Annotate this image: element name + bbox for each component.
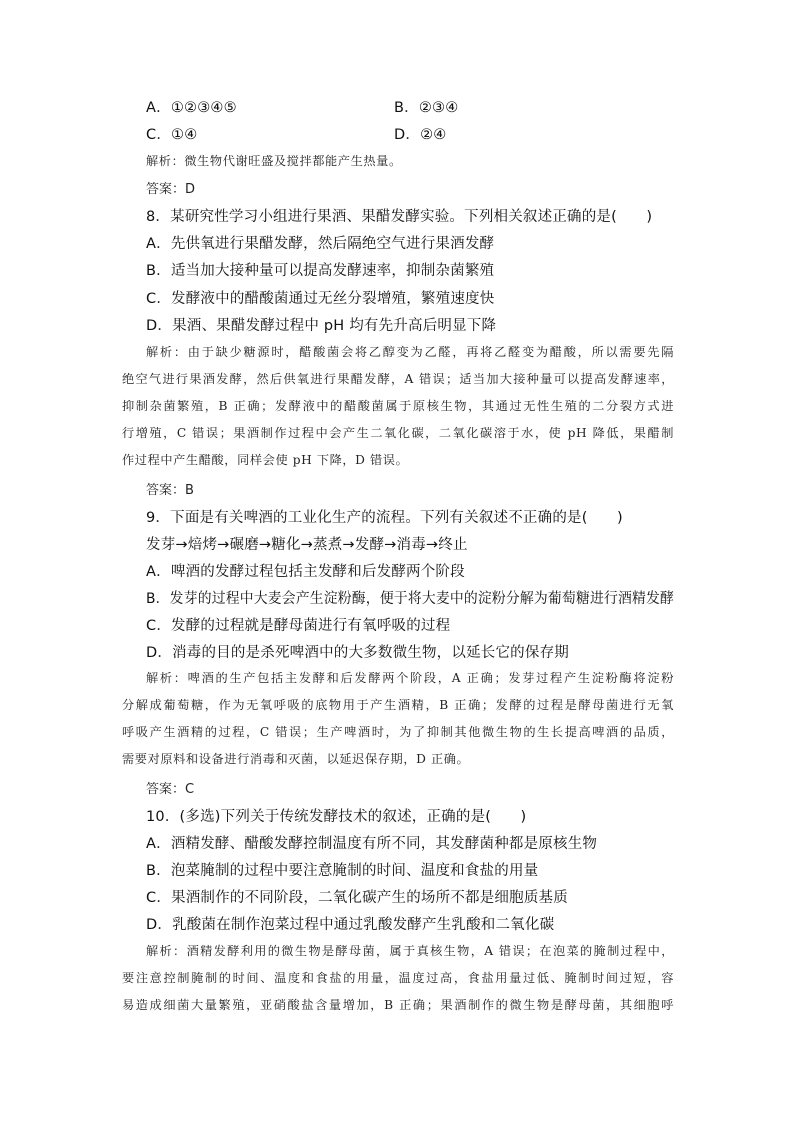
q7-option-d: D．②④ [394, 127, 447, 143]
q9-answer: 答案：C [146, 782, 195, 797]
q10-explanation-line: 易造成细菌大量繁殖，亚硝酸盐含量增加，B 正确；果酒制作的微生物是酵母菌，其细胞呼 [122, 998, 674, 1012]
q9-option-a: A．啤酒的发酵过程包括主发酵和后发酵两个阶段 [146, 564, 465, 580]
q10-stem: 10．(多选)下列关于传统发酵技术的叙述，正确的是( ) [146, 809, 527, 825]
q10-option-d: D．乳酸菌在制作泡菜过程中通过乳酸发酵产生乳酸和二氧化碳 [146, 917, 555, 933]
q9-explanation-line: 解析：啤酒的生产包括主发酵和后发酵两个阶段，A 正确；发芽过程产生淀粉酶将淀粉 [146, 671, 674, 685]
q9-explanation-line: 分解成葡萄糖，作为无氧呼吸的底物用于产生酒精，B 正确；发酵的过程是酵母菌进行无氧 [122, 698, 674, 712]
q10-option-a: A．酒精发酵、醋酸发酵控制温度有所不同，其发酵菌种都是原核生物 [146, 836, 598, 852]
q8-option-b: B．适当加大接种量可以提高发酵速率，抑制杂菌繁殖 [146, 263, 495, 279]
q8-option-c: C．发酵液中的醋酸菌通过无丝分裂增殖，繁殖速度快 [146, 291, 495, 307]
q10-option-b: B．泡菜腌制的过程中要注意腌制的时间、温度和食盐的用量 [146, 863, 539, 879]
q9-flow: 发芽→焙烤→碾磨→糖化→蒸煮→发酵→消毒→终止 [146, 537, 468, 553]
q8-option-d: D．果酒、果醋发酵过程中 pH 均有先升高后明显下降 [146, 318, 497, 334]
q8-explanation-line: 抑制杂菌繁殖，B 正确；发酵液中的醋酸菌属于原核生物，其通过无性生殖的二分裂方式进 [122, 399, 674, 413]
q8-explanation-line: 作过程中产生醋酸，同样会使 pH 下降，D 错误。 [122, 453, 409, 467]
q9-explanation-line: 需要对原料和设备进行消毒和灭菌，以延迟保存期，D 正确。 [122, 752, 470, 766]
q7-option-b: B．②③④ [394, 100, 459, 116]
q9-option-d: D．消毒的目的是杀死啤酒中的大多数微生物，以延长它的保存期 [146, 645, 569, 661]
q8-option-a: A．先供氧进行果醋发酵，然后隔绝空气进行果酒发酵 [146, 236, 495, 252]
q8-explanation-line: 解析：由于缺少糖源时，醋酸菌会将乙醇变为乙醛，再将乙醛变为醋酸，所以需要先隔 [146, 345, 674, 359]
q7-explanation: 解析：微生物代谢旺盛及搅拌都能产生热量。 [146, 154, 402, 168]
q9-explanation-line: 呼吸产生酒精的过程，C 错误；生产啤酒时，为了抑制其他微生物的生长提高啤酒的品质， [122, 725, 674, 739]
q8-answer: 答案：B [146, 483, 194, 498]
q9-stem: 9．下面是有关啤酒的工业化生产的流程。下列有关叙述不正确的是( ) [146, 510, 623, 526]
q10-option-c: C．果酒制作的不同阶段，二氧化碳产生的场所不都是细胞质基质 [146, 890, 568, 906]
q10-explanation-line: 解析：酒精发酵利用的微生物是酵母菌，属于真核生物，A 错误；在泡菜的腌制过程中， [146, 944, 674, 958]
q7-option-c: C．①④ [146, 127, 198, 143]
q8-explanation-line: 绝空气进行果酒发酵，然后供氧进行果醋发酵，A 错误；适当加大接种量可以提高发酵速率， [122, 372, 674, 386]
q7-option-a: A．①②③④⑤ [146, 100, 237, 116]
q9-option-c: C．发酵的过程就是酵母菌进行有氧呼吸的过程 [146, 618, 451, 634]
q9-option-b: B．发芽的过程中大麦会产生淀粉酶，便于将大麦中的淀粉分解为葡萄糖进行酒精发酵 [146, 591, 675, 607]
q8-stem: 8．某研究性学习小组进行果酒、果醋发酵实验。下列相关叙述正确的是( ) [146, 209, 653, 225]
q7-answer: 答案：D [146, 182, 196, 197]
q10-explanation-line: 要注意控制腌制的时间、温度和食盐的用量，温度过高，食盐用量过低、腌制时间过短，容 [122, 971, 674, 985]
q8-explanation-line: 行增殖，C 错误；果酒制作过程中会产生二氧化碳，二氧化碳溶于水，使 pH 降低，果醋制 [122, 426, 674, 440]
